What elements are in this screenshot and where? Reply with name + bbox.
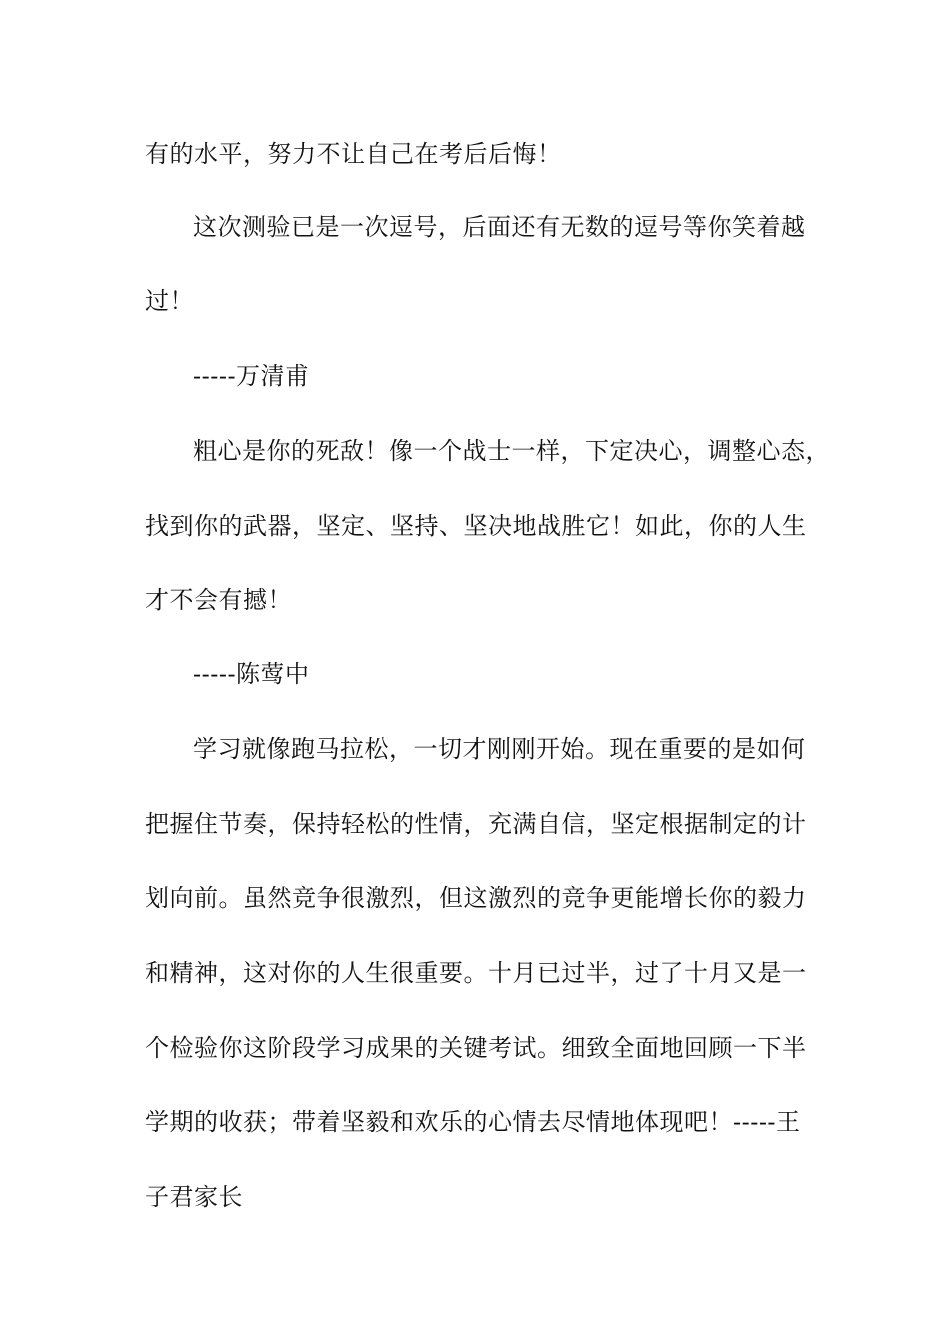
paragraph-line: 这次测验已是一次逗号，后面还有无数的逗号等你笑着越 [193,213,806,241]
text-line: 和精神，这对你的人生很重要。十月已过半，过了十月又是一 [145,959,807,987]
text-line: 把握住节奏，保持轻松的性情，充满自信，坚定根据制定的计 [145,810,807,838]
paragraph-line: 学习就像跑马拉松，一切才刚刚开始。现在重要的是如何 [193,735,806,763]
paragraph-line: 粗心是你的死敌！像一个战士一样，下定决心，调整心态， [193,437,830,465]
signature-line: -----陈莺中 [193,660,310,688]
text-line: 才不会有撼！ [145,586,292,614]
text-line: 个检验你这阶段学习成果的关键考试。细致全面地回顾一下半 [145,1034,807,1062]
text-line: 学期的收获；带着坚毅和欢乐的心情去尽情地体现吧！-----王 [145,1108,801,1136]
text-line: 有的水平，努力不让自己在考后后悔！ [145,140,562,168]
text-line: 过！ [145,287,194,315]
text-line: 子君家长 [145,1183,243,1211]
text-line: 划向前。虽然竞争很激烈，但这激烈的竞争更能增长你的毅力 [145,884,807,912]
signature-line: -----万清甫 [193,362,310,390]
text-line: 找到你的武器，坚定、坚持、坚决地战胜它！如此，你的人生 [145,512,807,540]
